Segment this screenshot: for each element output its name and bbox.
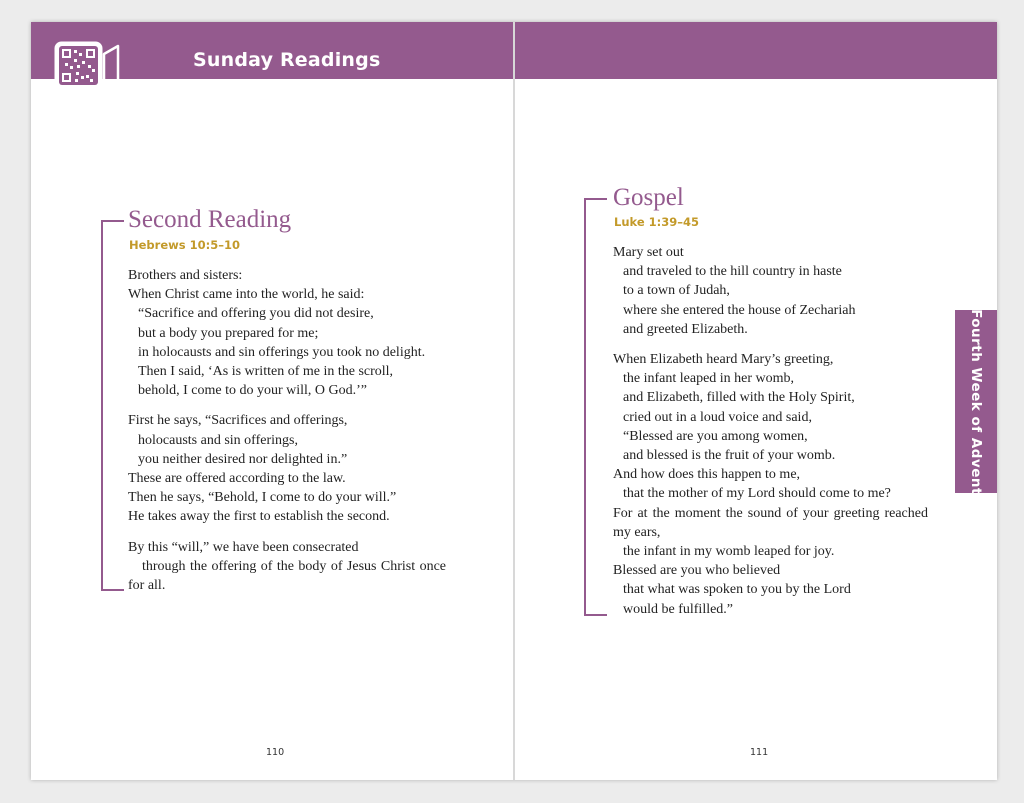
text-line: When Elizabeth heard Mary’s greeting, bbox=[613, 352, 834, 368]
section-heading-second-reading: Second Reading bbox=[128, 206, 292, 233]
text-line: He takes away the first to establish the second. bbox=[128, 509, 390, 525]
text-line: and Elizabeth, filled with the Holy Spirit, bbox=[623, 390, 855, 406]
text-line: And how does this happen to me, bbox=[613, 467, 801, 483]
qr-video-icon[interactable] bbox=[54, 41, 122, 93]
text-line: Mary set out bbox=[613, 245, 684, 260]
page-number-right: 111 bbox=[750, 747, 769, 758]
section-reference-luke: Luke 1:39–45 bbox=[614, 215, 700, 229]
text-line: and traveled to the hill country in haste bbox=[623, 264, 842, 280]
text-line: that what was spoken to you by the Lord bbox=[623, 582, 851, 598]
page-number-left: 110 bbox=[266, 747, 285, 758]
text-line: would be fulfilled.” bbox=[623, 601, 734, 617]
text-line: cried out in a loud voice and said, bbox=[623, 409, 812, 425]
text-line: holocausts and sin offerings, bbox=[138, 432, 298, 448]
second-reading-text bbox=[128, 266, 446, 595]
text-line: and blessed is the fruit of your womb. bbox=[623, 448, 836, 464]
text-line: These are offered according to the law. bbox=[128, 471, 346, 487]
text-line: to a town of Judah, bbox=[623, 283, 730, 299]
text-line: When Christ came into the world, he said: bbox=[128, 287, 365, 303]
text-line: “Blessed are you among women, bbox=[623, 428, 808, 444]
text-line: but a body you prepared for me; bbox=[138, 325, 319, 341]
text-line: “Sacrifice and offering you did not desire, bbox=[138, 306, 374, 322]
side-tab-label: Fourth Week of Advent bbox=[968, 308, 984, 495]
section-heading-gospel: Gospel bbox=[613, 184, 684, 211]
section-bracket-left bbox=[101, 220, 124, 591]
text-line: Then he says, “Behold, I come to do your will.” bbox=[128, 490, 397, 506]
side-tab[interactable] bbox=[955, 310, 997, 493]
text-line: the infant leaped in her womb, bbox=[623, 371, 795, 387]
text-line: in holocausts and sin offerings you took no delight. bbox=[138, 344, 426, 360]
page-gutter bbox=[513, 22, 515, 780]
text-line: Brothers and sisters: bbox=[128, 268, 243, 283]
text-line: my ears, bbox=[613, 524, 661, 540]
text-line: you neither desired nor delighted in.” bbox=[138, 451, 348, 467]
text-line: through the offering of the body of Jesus Christ once bbox=[142, 558, 446, 574]
text-line: First he says, “Sacrifices and offerings, bbox=[128, 413, 348, 429]
text-line: the infant in my womb leaped for joy. bbox=[623, 544, 835, 560]
header-band-right bbox=[515, 22, 997, 79]
text-line: Blessed are you who believed bbox=[613, 563, 781, 579]
text-line: By this “will,” we have been consecrated bbox=[128, 539, 359, 555]
text-line: For at the moment the sound of your greeting reached bbox=[613, 505, 928, 521]
text-line: that the mother of my Lord should come to me? bbox=[623, 486, 891, 502]
text-line: where she entered the house of Zechariah bbox=[623, 302, 856, 318]
text-line: behold, I come to do your will, O God.’” bbox=[138, 383, 368, 399]
book-spread bbox=[31, 22, 997, 780]
gospel-text bbox=[613, 243, 928, 619]
text-line: Then I said, ‘As is written of me in the scroll, bbox=[138, 364, 394, 380]
header-title: Sunday Readings bbox=[193, 49, 381, 71]
section-reference-hebrews: Hebrews 10:5–10 bbox=[129, 238, 240, 252]
text-line: for all. bbox=[128, 578, 166, 594]
text-line: and greeted Elizabeth. bbox=[623, 321, 748, 337]
section-bracket-right bbox=[584, 198, 607, 616]
